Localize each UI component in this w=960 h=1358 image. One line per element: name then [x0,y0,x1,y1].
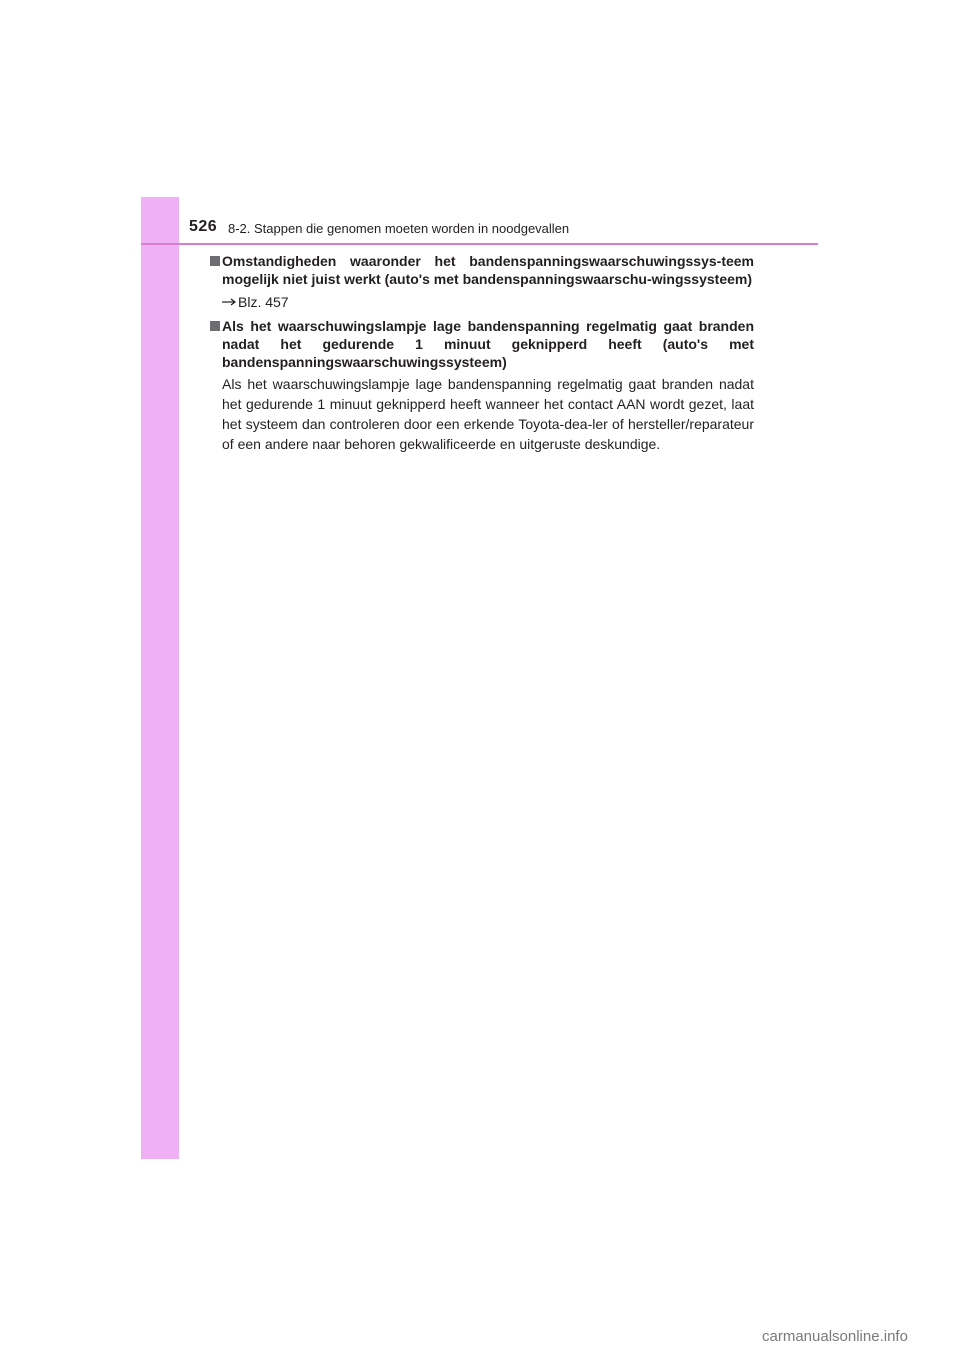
page-reference[interactable] [222,293,754,311]
square-bullet-icon [210,256,220,266]
section-heading: Als het waarschuwingslampje lage bandenspanning regelmatig gaat branden nadat het gedurende 1 minuut geknipperd heeft (auto's met bandenspanningswaarschuwingssysteem) [222,318,754,370]
arrow-right-icon [222,297,237,307]
square-bullet-icon [210,321,220,331]
section-tpms-malfunction [210,252,754,311]
chapter-side-bar [141,197,179,1159]
section-warning-light [210,317,754,454]
section-heading: Omstandigheden waaronder het bandenspanningswaarschuwingssys-teem mogelijk niet juist werkt (auto's met bandenspanningswaarschu-wingssysteem) [222,253,754,287]
watermark-logo: carmanualsonline.info [762,1328,908,1345]
section-body: Als het waarschuwingslampje lage bandenspanning regelmatig gaat branden nadat het gedurende 1 minuut geknipperd heeft wanneer het contact AAN wordt gezet, laat het systeem dan controleren door een erkende Toyota-dea-ler of hersteller/reparateur of een andere naar behoren gekwalificeerde en uitgeruste deskundige. [222,376,754,452]
page-number: 526 [189,218,218,235]
header-rule [141,243,818,245]
page-content [210,252,754,458]
running-head: 8-2. Stappen die genomen moeten worden in noodgevallen [228,221,570,236]
page-reference-label: Blz. 457 [238,294,289,310]
